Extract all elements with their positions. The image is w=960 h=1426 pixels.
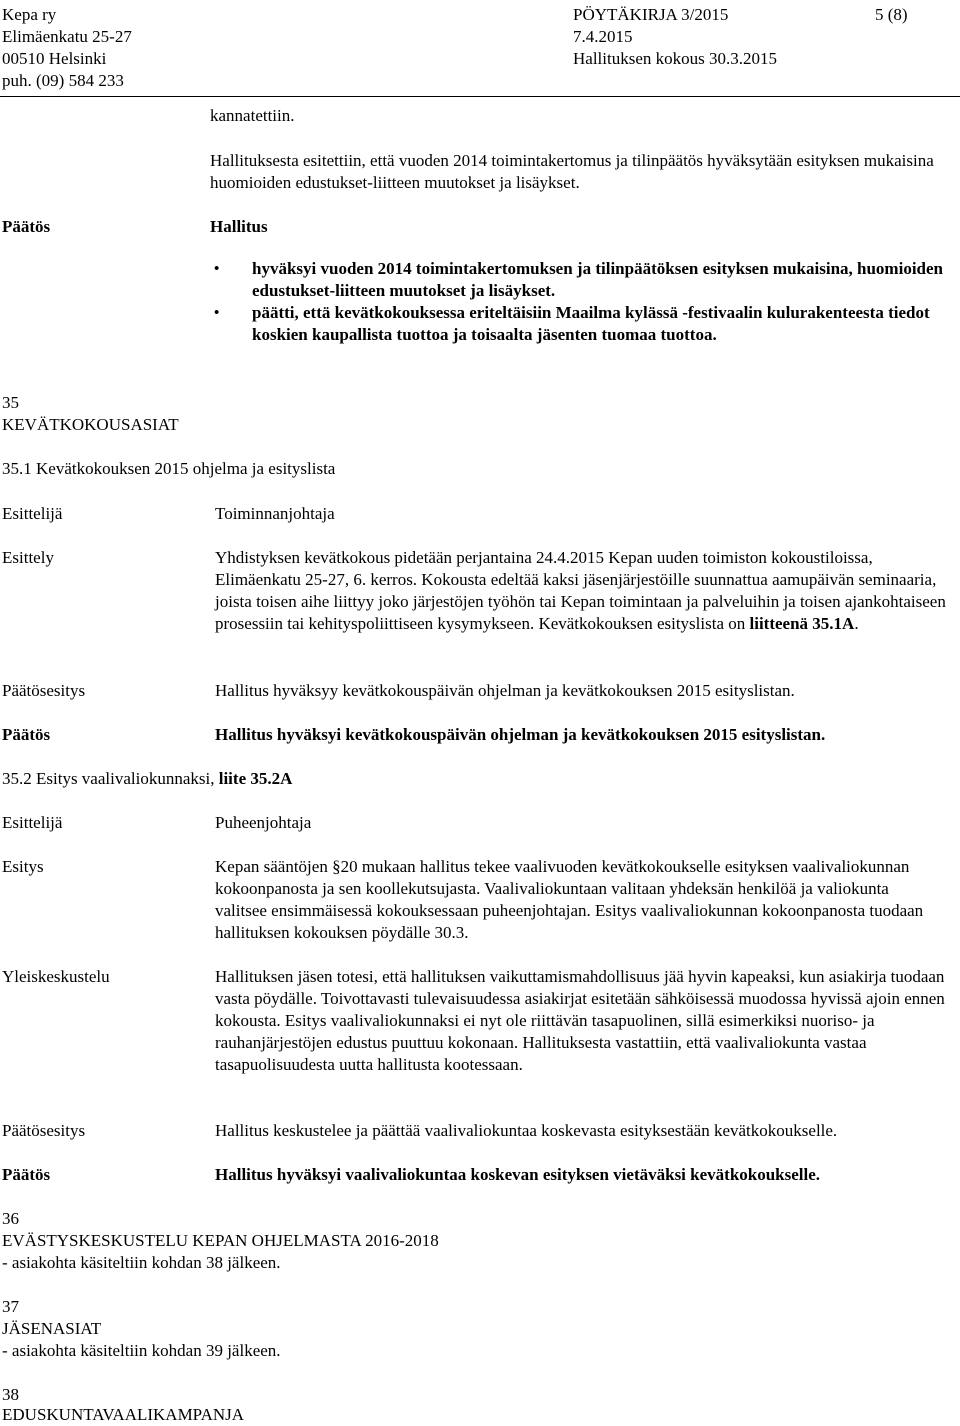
proposal-label: Päätösesitys [2, 1121, 86, 1140]
proposal-text-label: Esitys [2, 857, 44, 876]
section-number: 38 [2, 1385, 19, 1404]
meeting-name: Hallituksen kokous 30.3.2015 [573, 49, 777, 68]
attachment-reference: liitteenä 35.1A [749, 614, 855, 633]
presenter-label: Esittelijä [2, 813, 63, 832]
decision-label: Päätös [2, 217, 51, 236]
org-phone: puh. (09) 584 233 [2, 71, 124, 90]
proposal-body: Kepan sääntöjen §20 mukaan hallitus tekee vaalivuoden kevätkokoukselle esityksen vaalivaliokunnan kokoonpanosta ja sen koollekutsujasta. Vaalivaliokuntaan valitaan yhdeksän henkilöä ja valiokunta valitsee ensimmäisessä kokouksessaan puheenjohtajan. Esitys vaalivaliokunnan kokoonpanosta tuodaan hallituksen kokouksen pöydälle 30.3. [215, 857, 924, 942]
organization-address [2, 4, 132, 92]
intro-paragraph: Hallituksesta esitettiin, että vuoden 2014 toimintakertomus ja tilinpäätös hyväksytään esityksen mukaisina huomioiden edustukset-liitteen muutokset ja lisäykset. [210, 151, 934, 192]
section-title: EVÄSTYSKESKUSTELU KEPAN OHJELMASTA 2016-2018 [2, 1231, 439, 1250]
subsection-heading: 35.1 Kevätkokouksen 2015 ohjelma ja esityslista [2, 459, 336, 478]
section-number: 36 [2, 1209, 19, 1228]
document-title: PÖYTÄKIRJA 3/2015 [573, 5, 729, 24]
discussion-text: Hallituksen jäsen totesi, että hallituksen vaikuttamismahdollisuus jää hyvin kapeaksi, kun asiakirja tuodaan vasta pöydälle. Toivottavasti tulevaisuudessa asiakirjat esitetään sähköisessä muodossa hyvissä ajoin ennen kokousta. Esitys vaalivaliokunnaksi ei nyt ole riittävän tasapuolinen, sillä esimerkiksi nuoriso- ja rauhanjärjestöjen edustus puuttuu kokonaan. Hallituksesta vastattiin, että vaalivaliokunta vastaa tasapuolisuudesta uutta hallitusta kootessaan. [215, 967, 945, 1074]
section-note: - asiakohta käsiteltiin kohdan 38 jälkeen. [2, 1253, 281, 1272]
attachment-reference: liite 35.2A [218, 769, 293, 788]
decision-bullet: • päätti, että kevätkokouksessa eriteltäisiin Maailma kylässä -festivaalin kulurakenteesta tiedot koskien kaupallista tuottoa ja toisaalta jäsenten tuomaa tuottoa. [212, 302, 952, 346]
decision-bullet: • hyväksyi vuoden 2014 toimintakertomuksen ja tilinpäätöksen esityksen mukaisina, huomioiden edustukset-liitteen muutokset ja lisäykset. [212, 258, 952, 302]
proposal-text: Hallitus keskustelee ja päättää vaalivaliokuntaa koskevasta esityksestään kevätkokoukselle. [215, 1121, 838, 1140]
presentation-text: Yhdistyksen kevätkokous pidetään perjantaina 24.4.2015 Kepan uuden toimiston kokoustiloissa, Elimäenkatu 25-27, 6. kerros. Kokousta edeltää kaksi jäsenjärjestöille suunnattua aamupäivän seminaaria, joista toisen aihe liittyy joko järjestöjen työhön tai Kepan toimintaan ja palveluihin ja toisen ajankohtaiseen prosessiin tai kehityspoliittiseen kysymykseen. Kevätkokouksen esityslista on liitteenä 35.1A. [215, 548, 946, 633]
presentation-label: Esittely [2, 548, 54, 567]
presenter-value: Puheenjohtaja [215, 813, 312, 832]
decision-text: Hallitus hyväksyi kevätkokouspäivän ohjelman ja kevätkokouksen 2015 esityslistan. [215, 725, 826, 744]
document-date: 7.4.2015 [573, 27, 633, 46]
proposal-text: Hallitus hyväksyy kevätkokouspäivän ohjelman ja kevätkokouksen 2015 esityslistan. [215, 681, 795, 700]
decision-label: Päätös [2, 1165, 51, 1184]
page-number: 5 (8) [875, 5, 908, 24]
discussion-label: Yleiskeskustelu [2, 967, 110, 986]
org-city: 00510 Helsinki [2, 49, 107, 68]
continuation-text: kannatettiin. [210, 106, 295, 125]
subsection-heading: 35.2 Esitys vaalivaliokunnaksi, liite 35.2A [2, 769, 293, 788]
section-title: JÄSENASIAT [2, 1319, 102, 1338]
section-number: 37 [2, 1297, 19, 1316]
header-divider [0, 96, 960, 97]
proposal-label: Päätösesitys [2, 681, 86, 700]
decision-text: Hallitus hyväksyi vaalivaliokuntaa koskevan esityksen vietäväksi kevätkokoukselle. [215, 1165, 821, 1184]
decision-actor: Hallitus [210, 217, 268, 236]
decision-bullet-list [212, 258, 952, 346]
decision-label: Päätös [2, 725, 51, 744]
section-title: EDUSKUNTAVAALIKAMPANJA [2, 1405, 245, 1424]
org-name: Kepa ry [2, 5, 57, 24]
document-info [573, 4, 777, 70]
section-number: 35 [2, 393, 19, 412]
section-title: KEVÄTKOKOUSASIAT [2, 415, 179, 434]
org-street: Elimäenkatu 25-27 [2, 27, 132, 46]
section-note: - asiakohta käsiteltiin kohdan 39 jälkeen. [2, 1341, 281, 1360]
presenter-value: Toiminnanjohtaja [215, 504, 335, 523]
presenter-label: Esittelijä [2, 504, 63, 523]
